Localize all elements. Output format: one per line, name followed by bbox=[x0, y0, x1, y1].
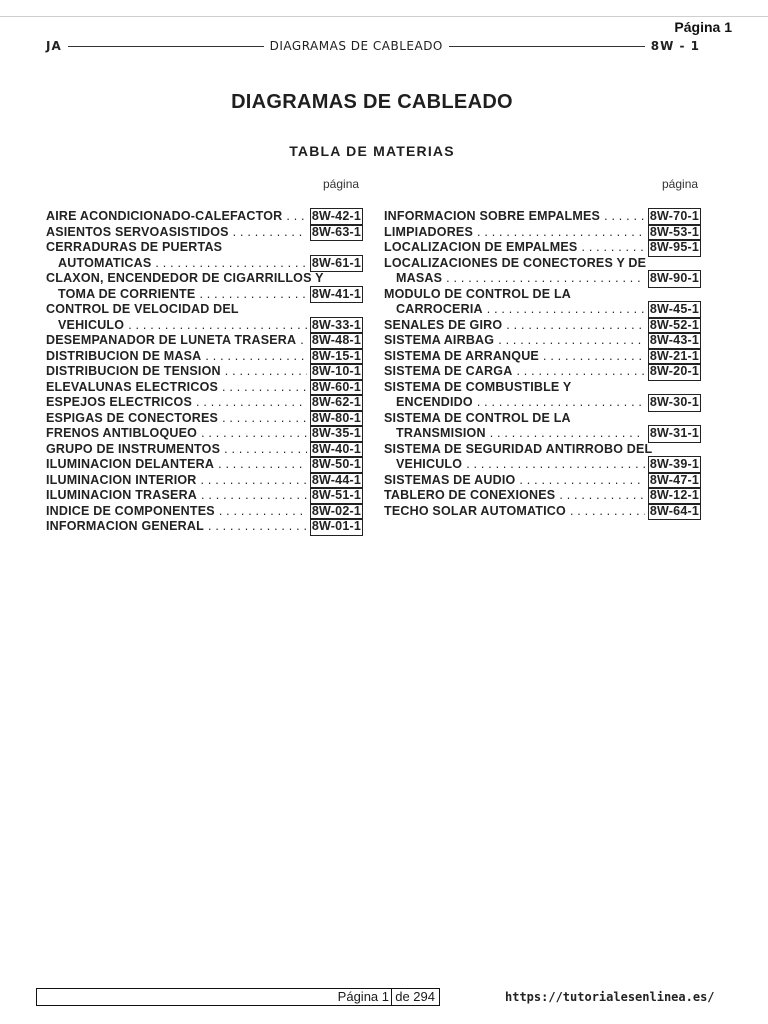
toc-entry[interactable] bbox=[384, 240, 700, 256]
toc-page-link[interactable]: 8W-90-1 bbox=[649, 271, 699, 285]
left-column-page-label: página bbox=[323, 177, 360, 191]
toc-page-link[interactable]: 8W-63-1 bbox=[311, 224, 361, 239]
toc-leader-dots bbox=[224, 442, 307, 458]
toc-entry[interactable] bbox=[384, 302, 700, 318]
toc-entry-title: MASAS bbox=[396, 271, 443, 285]
toc-entry[interactable] bbox=[384, 395, 700, 411]
document-title: DIAGRAMAS DE CABLEADO bbox=[231, 91, 513, 113]
toc-entry[interactable] bbox=[46, 380, 362, 396]
toc-leader-dots bbox=[519, 473, 644, 489]
toc-entry[interactable] bbox=[384, 271, 700, 287]
toc-leader-dots bbox=[205, 349, 307, 365]
header-title: DIAGRAMAS DE CABLEADO bbox=[269, 39, 443, 53]
toc-entry[interactable] bbox=[46, 364, 362, 380]
toc-entry-title: LOCALIZACION DE EMPALMES bbox=[384, 240, 578, 254]
top-rule bbox=[0, 16, 768, 17]
toc-entry-title: ASIENTOS SERVOASISTIDOS bbox=[46, 224, 229, 239]
toc-leader-dots bbox=[219, 504, 307, 520]
toc-page-link[interactable]: 8W-80-1 bbox=[311, 410, 361, 425]
toc-page-link[interactable]: 8W-41-1 bbox=[311, 286, 361, 301]
toc-page-link[interactable]: 8W-12-1 bbox=[649, 488, 699, 502]
right-column-page-label: página bbox=[662, 177, 699, 191]
toc-entry-title: VEHICULO bbox=[58, 317, 125, 332]
toc-entry-title: AUTOMATICAS bbox=[58, 255, 152, 270]
toc-leader-dots bbox=[155, 256, 307, 272]
toc-leader-dots bbox=[487, 302, 645, 318]
toc-leader-dots bbox=[543, 349, 645, 365]
toc-entry-title: ILUMINACION TRASERA bbox=[46, 488, 198, 502]
toc-page-link[interactable]: 8W-61-1 bbox=[311, 255, 361, 270]
toc-entry[interactable] bbox=[46, 504, 362, 520]
toc-entry bbox=[46, 240, 362, 256]
toc-page-link[interactable]: 8W-50-1 bbox=[311, 457, 361, 471]
toc-entry-title: LIMPIADORES bbox=[384, 224, 474, 239]
toc-page-link[interactable]: 8W-35-1 bbox=[311, 426, 361, 440]
toc-entry-title: ENCENDIDO bbox=[396, 395, 473, 409]
toc-entry[interactable] bbox=[384, 333, 700, 349]
toc-page-link[interactable]: 8W-01-1 bbox=[311, 519, 361, 533]
toc-entry[interactable] bbox=[46, 426, 362, 442]
toc-page-link[interactable]: 8W-33-1 bbox=[311, 317, 361, 332]
footer-divider bbox=[391, 989, 392, 1005]
toc-page-link[interactable]: 8W-47-1 bbox=[649, 472, 699, 487]
toc-page-link[interactable]: 8W-43-1 bbox=[649, 333, 699, 347]
toc-entry[interactable] bbox=[384, 457, 700, 473]
toc-entry-title: GRUPO DE INSTRUMENTOS bbox=[46, 441, 221, 456]
toc-leader-dots bbox=[570, 504, 645, 520]
toc-leader-dots bbox=[222, 380, 307, 396]
toc-page-link[interactable]: 8W-40-1 bbox=[311, 441, 361, 456]
toc-entry-title: CLAXON, ENCENDEDOR DE CIGARRILLOS Y bbox=[46, 271, 324, 285]
header-page-number: 8W - 1 bbox=[650, 39, 701, 53]
toc-entry[interactable] bbox=[46, 256, 362, 272]
toc-entry-title: CERRADURAS DE PUERTAS bbox=[46, 240, 223, 254]
toc-entry bbox=[384, 411, 700, 427]
toc-entry-title: AIRE ACONDICIONADO-CALEFACTOR bbox=[46, 209, 283, 223]
toc-entry-title: TECHO SOLAR AUTOMATICO bbox=[384, 503, 566, 518]
toc-entry[interactable] bbox=[46, 318, 362, 334]
toc-leader-dots bbox=[201, 473, 307, 489]
toc-leader-dots bbox=[516, 364, 644, 380]
toc-page-link[interactable]: 8W-39-1 bbox=[649, 457, 699, 471]
toc-entry-title: SISTEMA AIRBAG bbox=[384, 333, 495, 347]
toc-entry-title: SISTEMA DE CONTROL DE LA bbox=[384, 410, 571, 425]
toc-page-link[interactable]: 8W-10-1 bbox=[311, 364, 361, 378]
toc-entry[interactable] bbox=[46, 225, 362, 241]
toc-leader-dots bbox=[233, 225, 307, 241]
toc-page-link[interactable]: 8W-21-1 bbox=[649, 348, 699, 363]
toc-leader-dots bbox=[128, 318, 307, 334]
toc-entry bbox=[384, 442, 700, 458]
toc-page-link[interactable]: 8W-60-1 bbox=[311, 379, 361, 394]
toc-entry-title: ILUMINACION DELANTERA bbox=[46, 457, 215, 471]
toc-entry-title: LOCALIZACIONES DE CONECTORES Y DE bbox=[384, 255, 647, 270]
toc-page-link[interactable]: 8W-15-1 bbox=[311, 348, 361, 363]
footer-page-label: Página 1 bbox=[337, 989, 389, 1004]
toc-entry-title: INDICE DE COMPONENTES bbox=[46, 503, 215, 518]
toc-entry bbox=[384, 287, 700, 303]
toc-right-column bbox=[384, 209, 700, 519]
toc-leader-dots bbox=[222, 411, 307, 427]
toc-heading: TABLA DE MATERIAS bbox=[289, 143, 455, 159]
toc-entry[interactable] bbox=[384, 488, 700, 504]
toc-entry[interactable] bbox=[384, 504, 700, 520]
footer-url[interactable]: https://tutorialesenlinea.es/ bbox=[505, 990, 715, 1004]
toc-leader-dots bbox=[498, 333, 645, 349]
toc-entry-title: ILUMINACION INTERIOR bbox=[46, 472, 197, 487]
running-header bbox=[46, 38, 700, 54]
toc-page-link[interactable]: 8W-44-1 bbox=[311, 472, 361, 487]
toc-leader-dots bbox=[477, 225, 645, 241]
toc-leader-dots bbox=[446, 271, 645, 287]
toc-entry[interactable] bbox=[46, 519, 362, 535]
toc-entry-title: SENALES DE GIRO bbox=[384, 317, 503, 332]
toc-entry-title: FRENOS ANTIBLOQUEO bbox=[46, 426, 198, 440]
toc-entry-title: TOMA DE CORRIENTE bbox=[58, 286, 196, 301]
toc-leader-dots bbox=[201, 426, 307, 442]
header-rule-right bbox=[449, 46, 645, 47]
toc-leader-dots bbox=[196, 395, 307, 411]
toc-page-link[interactable]: 8W-30-1 bbox=[649, 395, 699, 409]
toc-entry-title: TRANSMISION bbox=[396, 426, 486, 440]
toc-leader-dots bbox=[199, 287, 306, 303]
toc-leader-dots bbox=[490, 426, 645, 442]
header-rule-left bbox=[68, 46, 264, 47]
toc-entry[interactable] bbox=[384, 364, 700, 380]
toc-leader-dots bbox=[300, 333, 307, 349]
toc-page-link[interactable]: 8W-51-1 bbox=[311, 488, 361, 502]
toc-page-link[interactable]: 8W-31-1 bbox=[649, 426, 699, 440]
toc-page-link[interactable]: 8W-02-1 bbox=[311, 503, 361, 518]
toc-entry bbox=[46, 302, 362, 318]
toc-page-link[interactable]: 8W-95-1 bbox=[649, 240, 699, 254]
toc-entry[interactable] bbox=[384, 426, 700, 442]
toc-leader-dots bbox=[466, 457, 645, 473]
toc-page-link[interactable]: 8W-45-1 bbox=[649, 302, 699, 316]
toc-leader-dots bbox=[581, 240, 644, 256]
toc-leader-dots bbox=[477, 395, 645, 411]
toc-entry bbox=[384, 380, 700, 396]
toc-entry-title: INFORMACION GENERAL bbox=[46, 519, 204, 533]
page-counter-box bbox=[36, 988, 440, 1006]
toc-entry-title: DISTRIBUCION DE TENSION bbox=[46, 364, 221, 378]
toc-page-link[interactable]: 8W-42-1 bbox=[311, 209, 361, 223]
toc-leader-dots bbox=[225, 364, 307, 380]
toc-leader-dots bbox=[201, 488, 307, 504]
toc-entry-title: ELEVALUNAS ELECTRICOS bbox=[46, 379, 219, 394]
toc-entry[interactable] bbox=[384, 209, 700, 225]
toc-entry-title: SISTEMA DE ARRANQUE bbox=[384, 348, 539, 363]
toc-entry[interactable] bbox=[384, 349, 700, 365]
toc-entry bbox=[384, 256, 700, 272]
toc-entry[interactable] bbox=[46, 442, 362, 458]
toc-entry-title: SISTEMA DE SEGURIDAD ANTIRROBO DEL bbox=[384, 441, 653, 456]
toc-entry[interactable] bbox=[46, 209, 362, 225]
toc-entry-title: TABLERO DE CONEXIONES bbox=[384, 488, 556, 502]
toc-entry-title: SISTEMA DE CARGA bbox=[384, 364, 513, 378]
toc-page-link[interactable]: 8W-70-1 bbox=[649, 209, 699, 223]
toc-entry[interactable] bbox=[46, 457, 362, 473]
toc-entry bbox=[46, 271, 362, 287]
toc-entry[interactable] bbox=[46, 287, 362, 303]
toc-leader-dots bbox=[506, 318, 645, 334]
toc-entry-title: CONTROL DE VELOCIDAD DEL bbox=[46, 302, 239, 316]
toc-entry-title: VEHICULO bbox=[396, 457, 463, 471]
toc-leader-dots bbox=[604, 209, 645, 225]
toc-entry-title: CARROCERIA bbox=[396, 302, 483, 316]
toc-entry[interactable] bbox=[46, 395, 362, 411]
toc-leader-dots bbox=[559, 488, 645, 504]
page-indicator: Página 1 bbox=[674, 19, 732, 35]
toc-left-column bbox=[46, 209, 362, 535]
toc-entry-title: ESPEJOS ELECTRICOS bbox=[46, 395, 192, 409]
toc-page-link[interactable]: 8W-20-1 bbox=[649, 364, 699, 378]
toc-page-link[interactable]: 8W-53-1 bbox=[649, 224, 699, 239]
toc-page-link[interactable]: 8W-48-1 bbox=[311, 333, 361, 347]
toc-entry[interactable] bbox=[46, 488, 362, 504]
toc-entry-title: ESPIGAS DE CONECTORES bbox=[46, 410, 219, 425]
footer-total-pages: de 294 bbox=[395, 989, 435, 1004]
toc-entry-title: DISTRIBUCION DE MASA bbox=[46, 348, 202, 363]
toc-entry-title: INFORMACION SOBRE EMPALMES bbox=[384, 209, 601, 223]
toc-entry-title: SISTEMAS DE AUDIO bbox=[384, 472, 516, 487]
toc-entry-title: MODULO DE CONTROL DE LA bbox=[384, 286, 572, 301]
toc-leader-dots bbox=[208, 519, 307, 535]
toc-entry[interactable] bbox=[384, 225, 700, 241]
toc-entry[interactable] bbox=[384, 473, 700, 489]
toc-entry[interactable] bbox=[46, 333, 362, 349]
toc-leader-dots bbox=[218, 457, 307, 473]
header-code: JA bbox=[46, 39, 62, 53]
toc-leader-dots bbox=[286, 209, 307, 225]
toc-page-link[interactable]: 8W-52-1 bbox=[649, 317, 699, 332]
toc-entry[interactable] bbox=[46, 349, 362, 365]
toc-entry[interactable] bbox=[384, 318, 700, 334]
toc-entry[interactable] bbox=[46, 411, 362, 427]
toc-entry-title: DESEMPANADOR DE LUNETA TRASERA bbox=[46, 333, 297, 347]
toc-page-link[interactable]: 8W-64-1 bbox=[649, 503, 699, 518]
toc-entry-title: SISTEMA DE COMBUSTIBLE Y bbox=[384, 379, 572, 394]
toc-entry[interactable] bbox=[46, 473, 362, 489]
toc-page-link[interactable]: 8W-62-1 bbox=[311, 395, 361, 409]
